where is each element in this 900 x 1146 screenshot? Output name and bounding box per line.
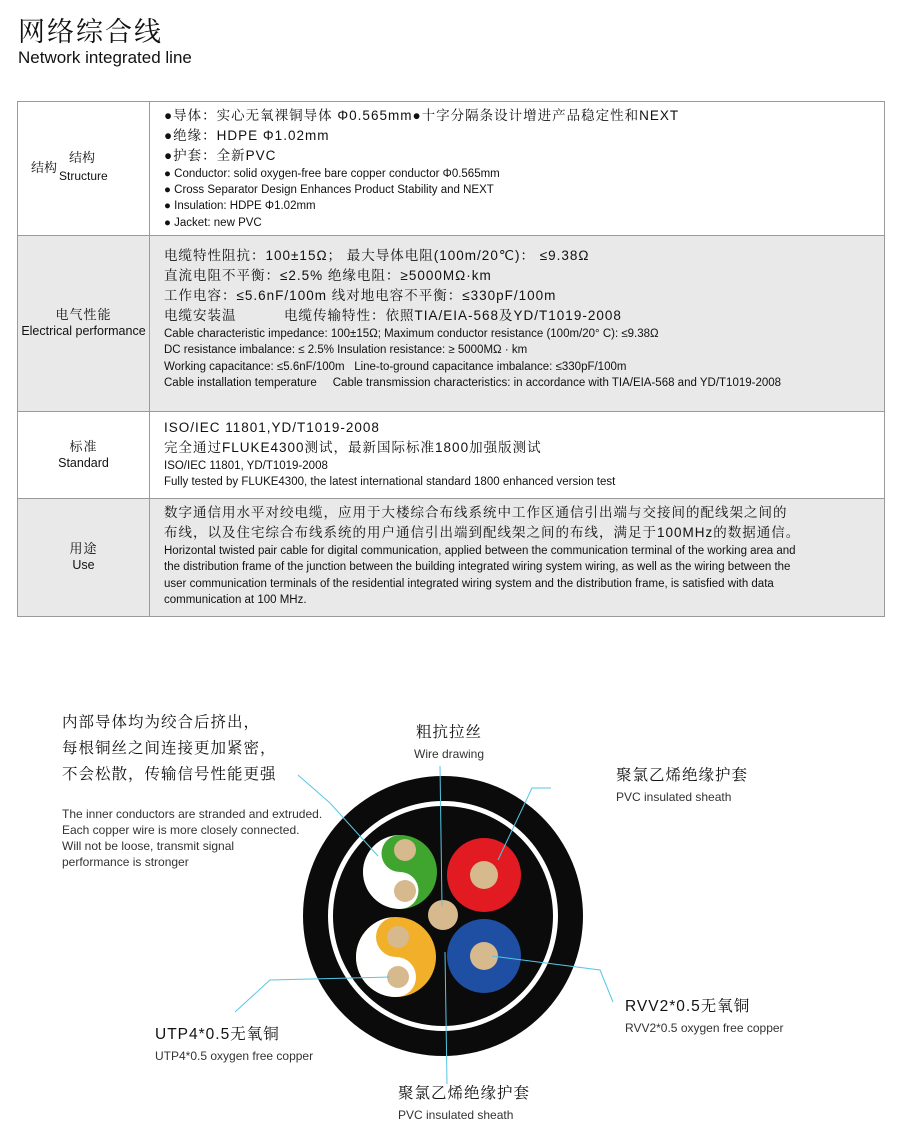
structure-en-2: ● Cross Separator Design Enhances Product Stability and NEXT <box>164 182 870 198</box>
use-cn-2: 布线，以及住宅综合布线系统的用户通信引出端到配线架之间的布线，满足于100MHz的数据通信。 <box>164 524 801 540</box>
electrical-label <box>18 235 150 411</box>
electrical-content <box>150 235 885 411</box>
page-subtitle: Network integrated line <box>18 48 192 67</box>
electrical-en-1: Cable characteristic impedance: 100±15Ω; Maximum conductor resistance (100m/20° C): ≤9.38Ω <box>164 327 659 340</box>
electrical-en-2: DC resistance imbalance: ≤ 2.5% Insulation resistance: ≥ 5000MΩ · km <box>164 344 528 357</box>
caption-inner-en-4: performance is stronger <box>62 855 189 869</box>
electrical-label-cn: 电气性能 <box>55 307 112 323</box>
structure-label-cn-a: 结构 <box>31 160 58 176</box>
page-title: 网络综合线 <box>18 17 163 48</box>
standard-label-en: Standard <box>58 455 109 470</box>
caption-inner-en-3: Will not be loose, transmit signal <box>62 839 235 853</box>
red-conductor <box>470 861 498 889</box>
structure-label-cn-b: 结构 <box>69 150 96 166</box>
green-pair <box>363 835 437 909</box>
standard-label <box>18 411 150 498</box>
electrical-cn-1: 电缆特性阻抗：100±15Ω； 最大导体电阻(100m/20℃)： ≤9.38Ω <box>164 247 590 263</box>
caption-utp <box>155 1022 313 1064</box>
cable-diagram <box>0 700 900 1146</box>
use-cn-1: 数字通信用水平对绞电缆，应用于大楼综合布线系统中工作区通信引出端与交接间的配线架之间的 <box>164 504 788 520</box>
caption-pvc-bottom-en: PVC insulated sheath <box>398 1108 514 1122</box>
blue-core <box>447 919 521 993</box>
structure-line-3: ●护套：全新PVC <box>164 148 277 163</box>
standard-cn-1: ISO/IEC 11801,YD/T1019-2008 <box>164 419 380 435</box>
structure-row <box>18 102 885 236</box>
structure-line-2: ●绝缘：HDPE Φ1.02mm <box>164 128 330 143</box>
electrical-label-en: Electrical performance <box>21 324 146 339</box>
green-pair-conductor-b <box>394 880 416 902</box>
use-content <box>150 498 885 616</box>
standard-en-2: Fully tested by FLUKE4300, the latest international standard 1800 enhanced version test <box>164 476 616 489</box>
electrical-row <box>18 235 885 411</box>
use-en-4: communication at 100 MHz. <box>164 594 307 607</box>
caption-inner-cn-2: 每根铜丝之间连接更加紧密， <box>62 740 277 757</box>
use-label-en: Use <box>72 558 95 573</box>
use-en-1: Horizontal twisted pair cable for digital communication, applied between the communication terminal of the working area and <box>164 544 796 557</box>
caption-inner-en-1: The inner conductors are stranded and extruded. <box>62 807 323 821</box>
standard-content <box>150 411 885 498</box>
structure-label <box>18 102 150 236</box>
caption-pvc-bottom <box>398 1081 530 1123</box>
use-en-3: user communication terminals of the residential integrated wiring system and the distribution frame, is satisfied with data <box>164 577 774 590</box>
structure-label-en: Structure <box>59 169 108 184</box>
electrical-cn-3: 工作电容：≤5.6nF/100m 线对地电容不平衡：≤330pF/100m <box>164 287 557 303</box>
caption-wire-cn: 粗抗拉丝 <box>416 724 483 741</box>
use-en-2: the distribution frame of the junction between the building integrated wiring system wiring, as well as the wiring between the <box>164 561 791 574</box>
caption-inner-en-2: Each copper wire is more closely connected. <box>62 823 300 837</box>
yellow-pair-conductor-a <box>387 926 409 948</box>
caption-pvc-top-en: PVC insulated sheath <box>616 790 732 804</box>
yellow-pair-conductor-b <box>387 966 409 988</box>
use-label <box>18 498 150 616</box>
caption-inner-cn-1: 内部导体均为绞合后挤出， <box>62 714 261 731</box>
structure-content <box>150 102 885 236</box>
yellow-pair <box>356 917 436 997</box>
caption-rvv-cn: RVV2*0.5无氧铜 <box>625 998 751 1015</box>
caption-inner <box>62 710 322 870</box>
caption-utp-cn: UTP4*0.5无氧铜 <box>155 1026 280 1043</box>
electrical-cn-4: 电缆安装温 电缆传输特性：依照TIA/EIA-568及YD/T1019-2008 <box>164 307 622 323</box>
use-label-cn: 用途 <box>69 541 98 557</box>
electrical-en-4: Cable installation temperature Cable transmission characteristics: in accordance with TIA/EIA-568 and YD/T1019-2008 <box>164 377 782 390</box>
electrical-cn-2: 直流电阻不平衡：≤2.5% 绝缘电阻：≥5000MΩ·km <box>164 267 492 283</box>
center-wire <box>428 900 458 930</box>
standard-row <box>18 411 885 498</box>
standard-cn-2: 完全通过FLUKE4300测试，最新国际标准1800加强版测试 <box>164 439 542 455</box>
caption-utp-en: UTP4*0.5 oxygen free copper <box>155 1049 314 1063</box>
caption-pvc-top-cn: 聚氯乙烯绝缘护套 <box>616 767 749 784</box>
structure-line-1: ●导体：实心无氧裸铜导体 Φ0.565mm●十字分隔条设计增进产品稳定性和NEXT <box>164 108 680 123</box>
caption-rvv <box>625 994 784 1036</box>
structure-en-4: ● Jacket: new PVC <box>164 215 870 231</box>
electrical-en-3: Working capacitance: ≤5.6nF/100m Line-to-ground capacitance imbalance: ≤330pF/100m <box>164 360 627 373</box>
standard-en-1: ISO/IEC 11801, YD/T1019-2008 <box>164 459 328 472</box>
structure-en-3: ● Insulation: HDPE Φ1.02mm <box>164 198 870 214</box>
structure-en-1: ● Conductor: solid oxygen-free bare copper conductor Φ0.565mm <box>164 166 870 182</box>
caption-pvc-bottom-cn: 聚氯乙烯绝缘护套 <box>398 1085 531 1102</box>
standard-label-cn: 标准 <box>69 438 98 454</box>
green-pair-conductor-a <box>394 839 416 861</box>
caption-rvv-en: RVV2*0.5 oxygen free copper <box>625 1021 784 1035</box>
spec-table <box>17 101 885 617</box>
red-core <box>447 838 521 912</box>
caption-inner-cn-3: 不会松散，传输信号性能更强 <box>62 766 277 783</box>
caption-wire <box>414 720 484 762</box>
caption-wire-en: Wire drawing <box>414 747 485 761</box>
use-row <box>18 498 885 616</box>
caption-pvc-top <box>616 763 748 805</box>
